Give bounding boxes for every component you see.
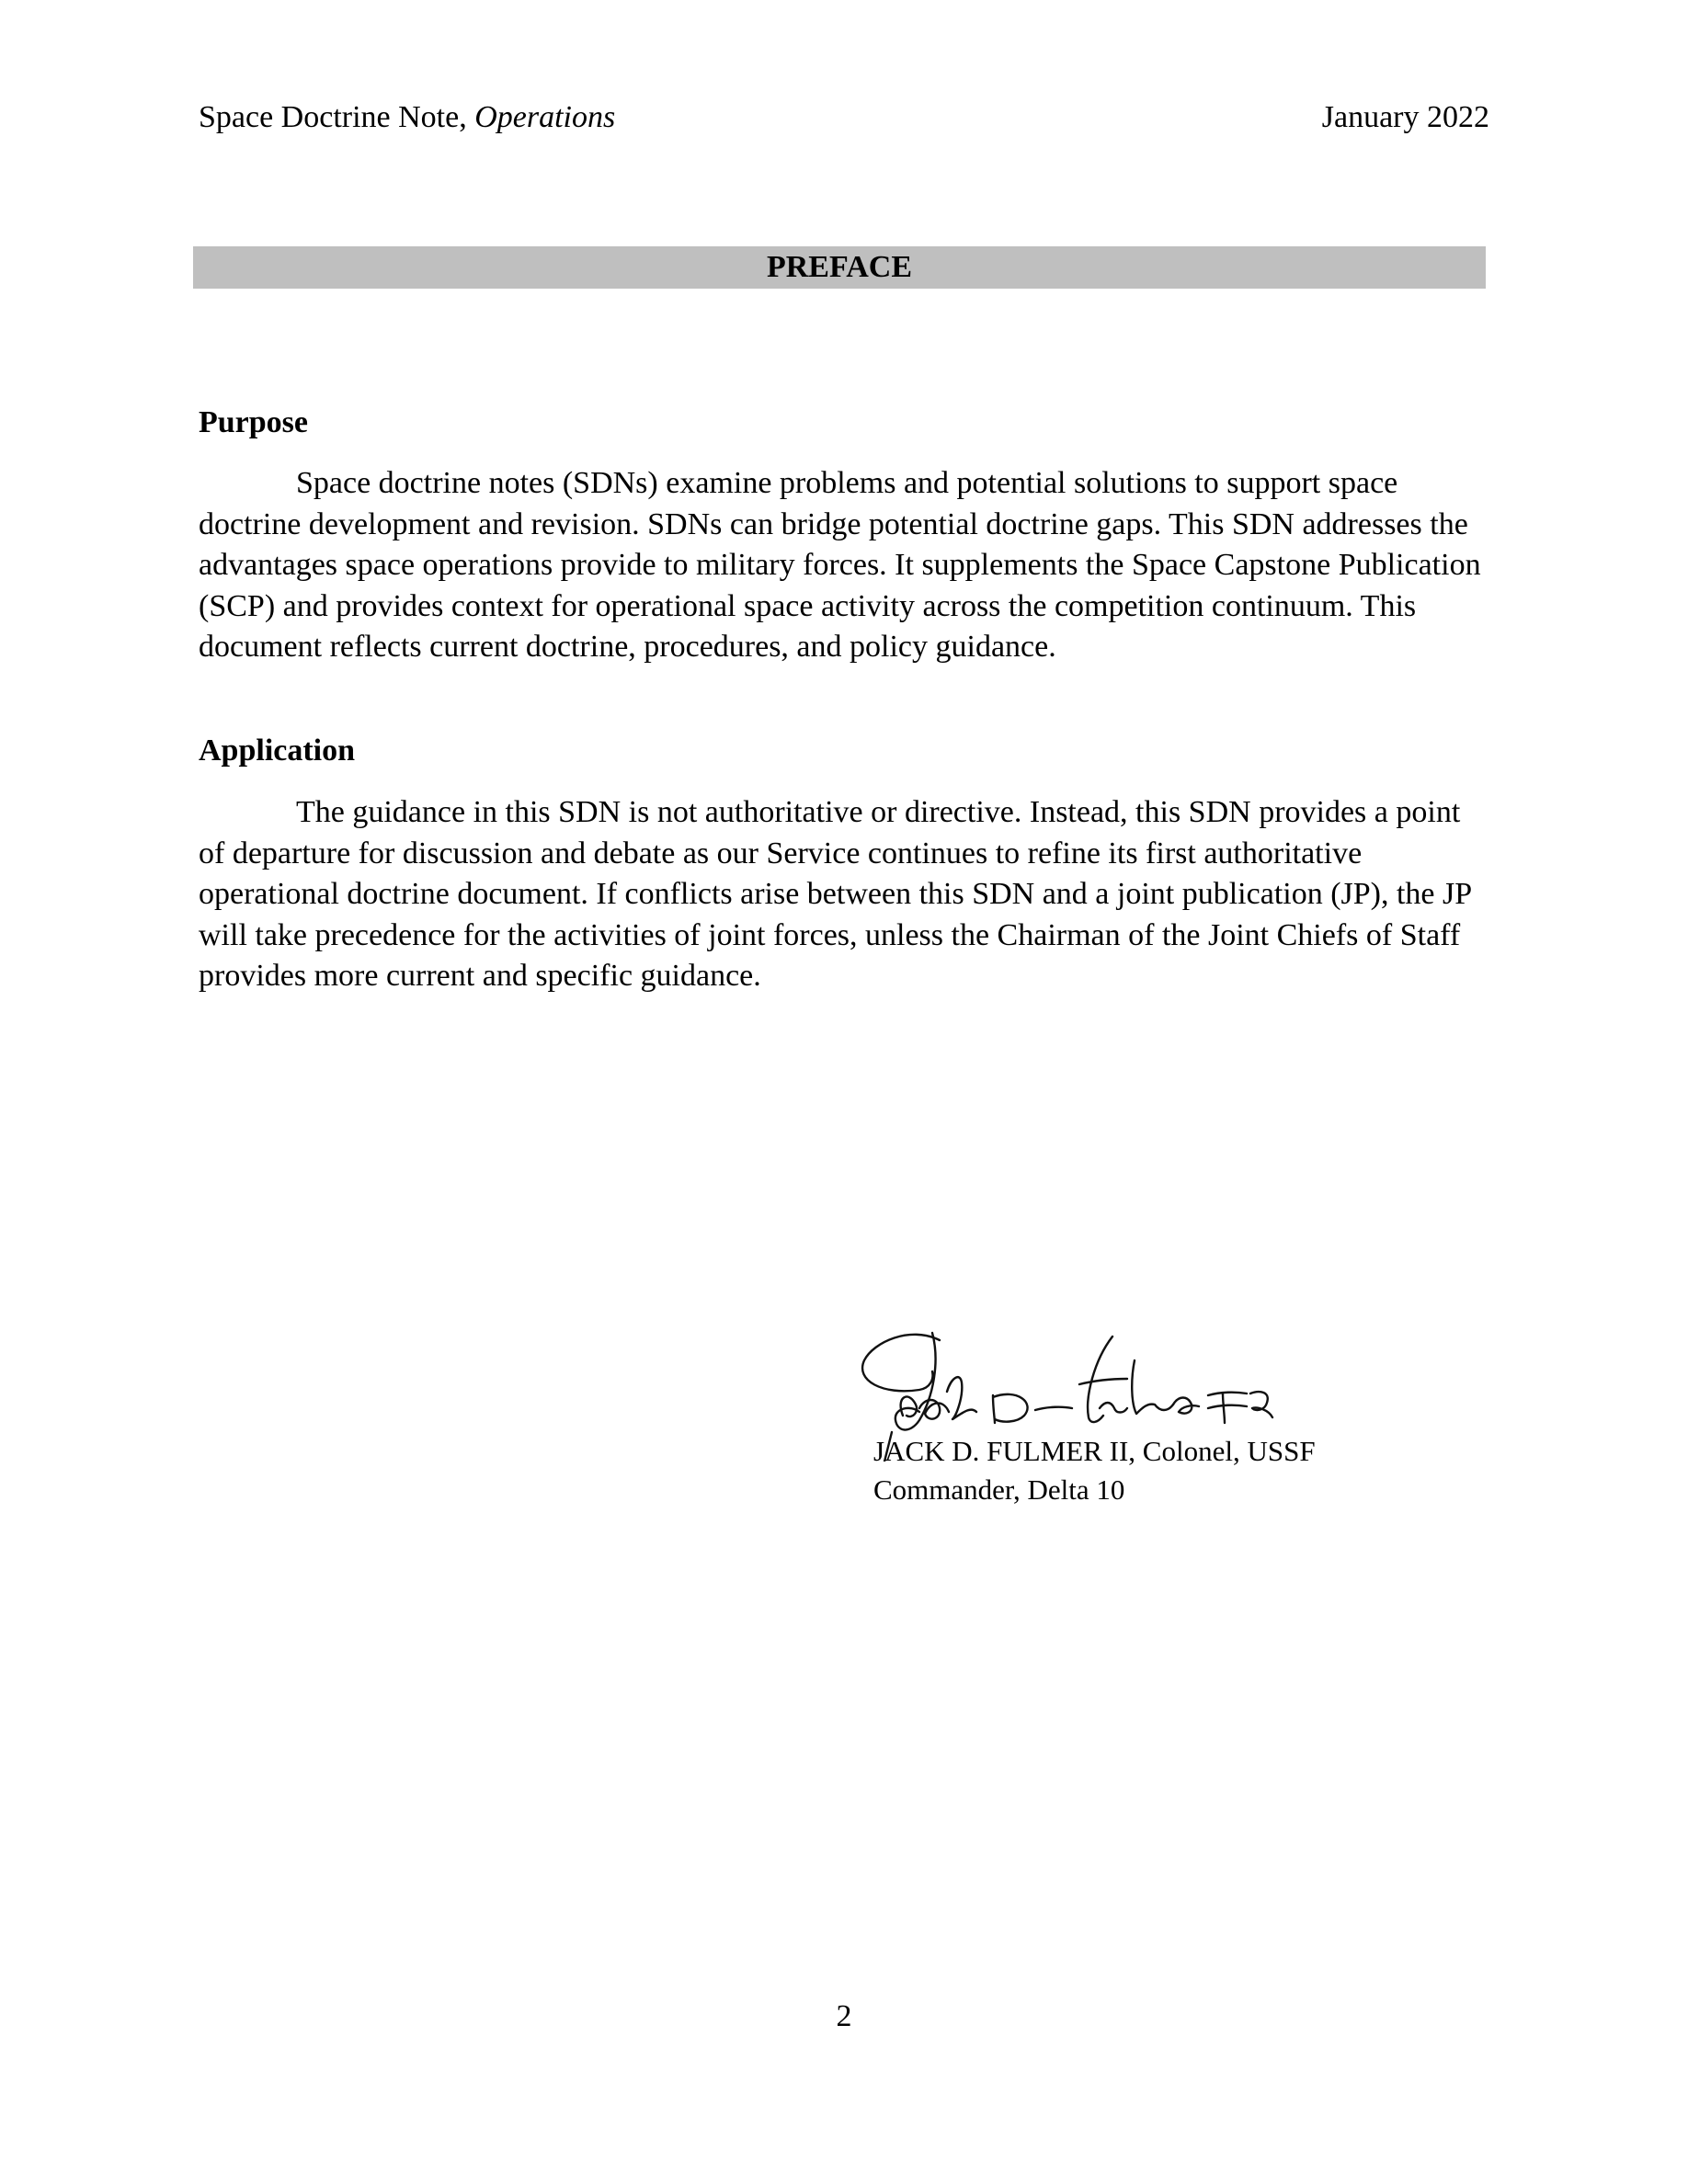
document-title-italic: Operations	[474, 100, 616, 134]
signatory-title: Commander, Delta 10	[873, 1473, 1125, 1506]
page-number: 2	[836, 1999, 852, 2033]
purpose-paragraph: Space doctrine notes (SDNs) examine problems and potential solutions to support space doctrine development and revision. SDNs can bridge potential doctrine gaps. This SDN addresses the advantages space operations provide to military forces. It supplements the Space Capstone Publication (SCP) and provides context for operational space activity across the competition continuum. This document reflects current doctrine, procedures, and policy guidance.	[199, 466, 1481, 665]
signatory-name: JACK D. FULMER II, Colonel, USSF	[873, 1435, 1316, 1467]
application-heading: Application	[199, 734, 356, 768]
document-date: January 2022	[1321, 100, 1489, 134]
purpose-heading: Purpose	[199, 405, 308, 439]
application-paragraph: The guidance in this SDN is not authoritative or directive. Instead, this SDN provides a point of departure for discussion and debate as our Service continues to refine its first authoritative operational doctrine document. If conflicts arise between this SDN and a joint publication (JP), the JP will take precedence for the activities of joint forces, unless the Chairman of the Joint Chiefs of Staff provides more current and specific guidance.	[199, 795, 1471, 994]
preface-title-bar	[193, 246, 1486, 289]
document-title: Space Doctrine Note, Operations	[199, 100, 616, 134]
running-header	[199, 97, 1489, 138]
signature-block	[855, 1324, 1370, 1526]
preface-title: PREFACE	[766, 250, 913, 284]
